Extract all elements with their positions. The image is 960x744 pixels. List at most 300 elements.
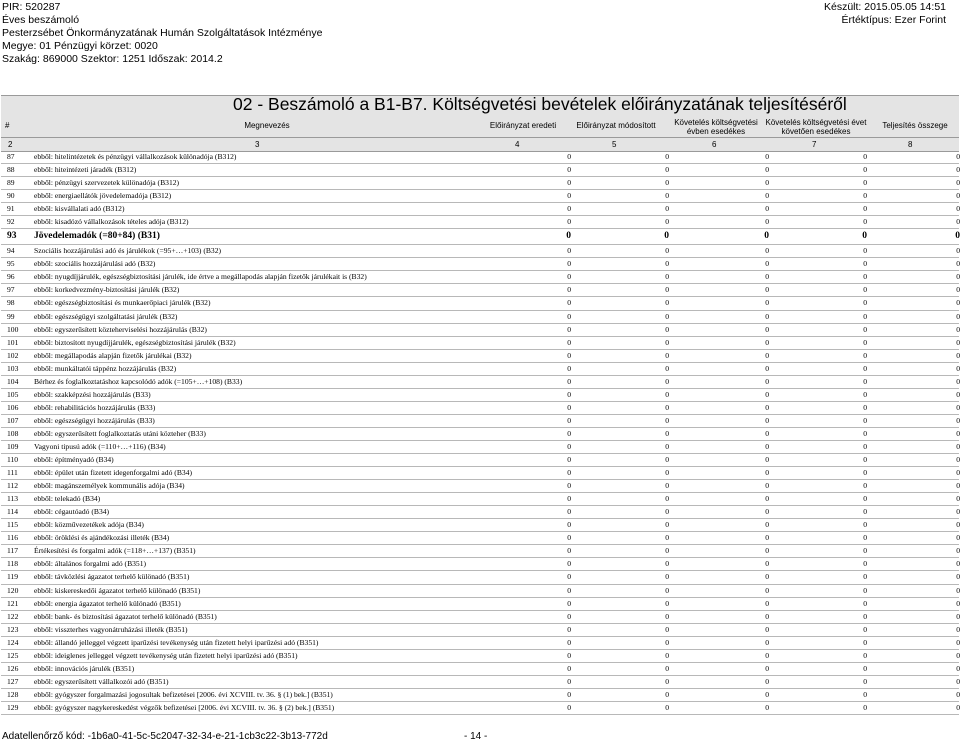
row-value: 0 (665, 585, 669, 595)
row-value: 0 (665, 415, 669, 425)
row-value: 0 (956, 520, 960, 530)
row-value: 0 (863, 572, 867, 582)
report-type: Éves beszámoló (2, 14, 80, 26)
table-row (1, 177, 959, 190)
row-value: 0 (765, 702, 769, 712)
row-value: 0 (567, 676, 571, 686)
row-value: 0 (863, 389, 867, 399)
row-value: 0 (956, 217, 960, 227)
row-value: 0 (863, 481, 867, 491)
table-row (1, 480, 959, 493)
row-value: 0 (956, 546, 960, 556)
col-receivable-year-line1: Követelés költségvetési (674, 118, 758, 127)
row-value: 0 (567, 650, 571, 660)
table-row (1, 558, 959, 571)
row-value: 0 (863, 217, 867, 227)
row-value: 0 (765, 624, 769, 634)
row-value: 0 (665, 598, 669, 608)
row-number: 88 (7, 165, 15, 175)
row-value: 0 (567, 702, 571, 712)
row-value: 0 (765, 376, 769, 386)
row-value: 0 (863, 585, 867, 595)
row-description: ebből: magánszemélyek kommunális adója (B34) (34, 481, 185, 491)
table-row (1, 271, 959, 284)
row-value: 0 (956, 441, 960, 451)
row-value: 0 (665, 624, 669, 634)
col-modified: Előirányzat módosított (576, 121, 656, 130)
row-number: 89 (7, 178, 15, 188)
row-number: 87 (7, 152, 15, 161)
row-number: 122 (7, 611, 19, 621)
row-value: 0 (765, 324, 769, 334)
row-number: 117 (7, 546, 19, 556)
row-number: 106 (7, 402, 19, 412)
row-value: 0 (665, 285, 669, 295)
row-description: ebből: hiteintézeti járadék (B312) (34, 165, 137, 175)
row-value: 0 (863, 702, 867, 712)
row-value: 0 (567, 598, 571, 608)
row-value: 0 (567, 324, 571, 334)
row-description: ebből: kisvállalati adó (B312) (34, 204, 125, 214)
table-row (1, 441, 959, 454)
row-value: 0 (956, 611, 960, 621)
row-value: 0 (956, 337, 960, 347)
row-value: 0 (765, 455, 769, 465)
row-value: 0 (567, 376, 571, 386)
row-number: 111 (7, 468, 18, 478)
row-description: ebből: szociális hozzájárulási adó (B32) (34, 259, 156, 269)
row-value: 0 (765, 585, 769, 595)
row-value: 0 (863, 546, 867, 556)
row-value: 0 (956, 559, 960, 569)
row-value: 0 (665, 559, 669, 569)
row-value: 0 (863, 598, 867, 608)
row-value: 0 (567, 204, 571, 214)
row-value: 0 (765, 402, 769, 412)
row-description: ebből: nyugdíjjárulék, egészségbiztosítási járulék, ide értve a megállapodás alapján fizetők járulékait is (B32) (34, 272, 367, 282)
row-value: 0 (956, 285, 960, 295)
row-description: ebből: közművezetékek adója (B34) (34, 520, 144, 530)
row-value: 0 (955, 231, 960, 242)
row-value: 0 (665, 311, 669, 321)
row-value: 0 (956, 324, 960, 334)
table-row (1, 350, 959, 363)
table-row (1, 467, 959, 480)
row-value: 0 (665, 481, 669, 491)
row-description: Vagyoni tipusú adók (=110+…+116) (B34) (34, 441, 166, 451)
data-table-body (1, 151, 959, 715)
table-row (1, 363, 959, 376)
row-value: 0 (863, 689, 867, 699)
row-value: 0 (665, 272, 669, 282)
row-value: 0 (956, 455, 960, 465)
row-value: 0 (863, 311, 867, 321)
row-value: 0 (956, 533, 960, 543)
row-number: 99 (7, 311, 15, 321)
row-value: 0 (863, 441, 867, 451)
row-number: 101 (7, 337, 19, 347)
table-row (1, 216, 959, 229)
row-number: 113 (7, 494, 19, 504)
row-value: 0 (863, 507, 867, 517)
row-number: 108 (7, 428, 19, 438)
row-value: 0 (567, 624, 571, 634)
row-value: 0 (765, 415, 769, 425)
row-value: 0 (863, 363, 867, 373)
row-value: 0 (665, 546, 669, 556)
colnum-5: 5 (612, 140, 617, 149)
row-value: 0 (665, 533, 669, 543)
row-value: 0 (665, 650, 669, 660)
title-band (1, 95, 959, 118)
row-number: 118 (7, 559, 19, 569)
row-value: 0 (956, 663, 960, 673)
row-description: ebből: gyógyszer forgalmazási jogosultak befizetései [2006. évi XCVIII. tv. 36. § (1) bek.] (B351) (34, 689, 333, 699)
row-value: 0 (863, 624, 867, 634)
row-value: 0 (764, 231, 769, 242)
row-value: 0 (567, 468, 571, 478)
row-value: 0 (665, 689, 669, 699)
row-value: 0 (956, 350, 960, 360)
row-description: ebből: megállapodás alapján fizetők járulékai (B32) (34, 350, 192, 360)
row-description: ebből: innovációs járulék (B351) (34, 663, 135, 673)
report-title: 02 - Beszámoló a B1-B7. Költségvetési bevételek előirányzatának teljesítéséről (233, 94, 847, 114)
row-value: 0 (765, 572, 769, 582)
row-value: 0 (567, 246, 571, 256)
row-number: 123 (7, 624, 19, 634)
table-row (1, 702, 959, 715)
row-value: 0 (765, 663, 769, 673)
row-value: 0 (665, 468, 669, 478)
row-number: 116 (7, 533, 19, 543)
row-description: ebből: hitelintézetek és pénzügyi vállalkozások különadója (B312) (34, 152, 237, 161)
row-value: 0 (765, 650, 769, 660)
row-value: 0 (665, 152, 669, 161)
row-value: 0 (567, 689, 571, 699)
row-value: 0 (665, 350, 669, 360)
row-number: 127 (7, 676, 19, 686)
row-number: 110 (7, 455, 19, 465)
row-description: ebből: öröklési és ajándékozási illeték (B34) (34, 533, 170, 543)
row-value: 0 (956, 415, 960, 425)
row-value: 0 (863, 191, 867, 201)
row-description: ebből: kisadózó vállalkozások tételes adója (B312) (34, 217, 189, 227)
row-value: 0 (765, 676, 769, 686)
row-value: 0 (567, 441, 571, 451)
row-description: ebből: egészségügyi szolgáltatási járulék (B32) (34, 311, 178, 321)
row-value: 0 (665, 389, 669, 399)
row-value: 0 (765, 272, 769, 282)
col-receivable-year-line2: évben esedékes (686, 127, 746, 136)
row-value: 0 (566, 231, 571, 242)
row-value: 0 (956, 272, 960, 282)
row-number: 94 (7, 246, 15, 256)
table-row (1, 190, 959, 203)
row-value: 0 (567, 402, 571, 412)
table-row (1, 415, 959, 428)
table-row (1, 324, 959, 337)
table-row (1, 585, 959, 598)
row-value: 0 (567, 363, 571, 373)
row-number: 96 (7, 272, 15, 282)
row-description: ebből: energiaellátók jövedelemadója (B312) (34, 191, 172, 201)
county-info: Megye: 01 Pénzügyi körzet: 0020 (2, 40, 158, 52)
row-value: 0 (765, 637, 769, 647)
row-number: 103 (7, 363, 19, 373)
row-value: 0 (956, 389, 960, 399)
row-number: 105 (7, 389, 19, 399)
row-value: 0 (863, 272, 867, 282)
col-receivable-year (671, 118, 761, 136)
table-header (1, 117, 959, 138)
row-value: 0 (665, 507, 669, 517)
row-value: 0 (665, 259, 669, 269)
row-value: 0 (665, 204, 669, 214)
row-value: 0 (956, 507, 960, 517)
row-value: 0 (863, 178, 867, 188)
row-value: 0 (863, 376, 867, 386)
row-value: 0 (665, 494, 669, 504)
colnum-3: 3 (255, 140, 260, 149)
row-value: 0 (765, 481, 769, 491)
row-value: 0 (863, 455, 867, 465)
row-value: 0 (567, 611, 571, 621)
row-value: 0 (567, 350, 571, 360)
row-value: 0 (863, 520, 867, 530)
row-value: 0 (665, 520, 669, 530)
row-value: 0 (567, 585, 571, 595)
col-receivable-next-line2: követően esedékes (781, 127, 851, 136)
row-value: 0 (765, 152, 769, 161)
table-row (1, 689, 959, 702)
row-value: 0 (567, 507, 571, 517)
row-value: 0 (765, 507, 769, 517)
col-receivable-next (763, 118, 869, 136)
table-row (1, 663, 959, 676)
row-value: 0 (567, 572, 571, 582)
row-value: 0 (567, 272, 571, 282)
row-description: Bérhez és foglalkoztatáshoz kapcsolódó adók (=105+…+108) (B33) (34, 376, 243, 386)
row-value: 0 (567, 337, 571, 347)
table-row (1, 624, 959, 637)
row-value: 0 (863, 350, 867, 360)
row-value: 0 (863, 259, 867, 269)
table-row (1, 311, 959, 324)
row-description: ebből: telekadó (B34) (34, 494, 101, 504)
row-value: 0 (863, 165, 867, 175)
row-value: 0 (665, 663, 669, 673)
row-description: ebből: állandó jelleggel végzett iparűzési tevékenység után fizetett helyi iparűzési adó (B351) (34, 637, 319, 647)
row-value: 0 (956, 572, 960, 582)
row-value: 0 (567, 637, 571, 647)
table-row (1, 611, 959, 624)
colnum-6: 6 (712, 140, 717, 149)
row-value: 0 (765, 428, 769, 438)
row-value: 0 (863, 246, 867, 256)
sector-info: Szakág: 869000 Szektor: 1251 Időszak: 2014.2 (2, 53, 223, 65)
row-number: 121 (7, 598, 19, 608)
row-value: 0 (665, 637, 669, 647)
row-value: 0 (665, 455, 669, 465)
colnum-8: 8 (908, 140, 913, 149)
row-value: 0 (956, 165, 960, 175)
row-value: 0 (863, 663, 867, 673)
col-name: Megnevezés (244, 121, 290, 130)
table-row (1, 151, 959, 164)
row-value: 0 (567, 559, 571, 569)
row-description: ebből: egészségügyi hozzájárulás (B33) (34, 415, 155, 425)
row-value: 0 (665, 165, 669, 175)
pir-number: PIR: 520287 (2, 1, 61, 13)
row-value: 0 (956, 402, 960, 412)
column-number-row (1, 138, 959, 152)
row-number: 125 (7, 650, 19, 660)
row-number: 92 (7, 217, 15, 227)
row-description: ebből: építményadó (B34) (34, 455, 114, 465)
row-value: 0 (956, 585, 960, 595)
row-value: 0 (863, 676, 867, 686)
col-original: Előirányzat eredeti (489, 121, 557, 130)
row-number: 114 (7, 507, 19, 517)
row-value: 0 (567, 389, 571, 399)
col-hash: # (5, 121, 10, 130)
row-value: 0 (956, 204, 960, 214)
table-row (1, 229, 959, 245)
value-type: Értéktípus: Ezer Forint (841, 14, 946, 26)
row-value: 0 (765, 350, 769, 360)
row-value: 0 (863, 494, 867, 504)
row-value: 0 (665, 217, 669, 227)
row-number: 102 (7, 350, 19, 360)
institution-name: Pesterzsébet Önkormányzatának Humán Szolgáltatások Intézménye (2, 27, 323, 39)
row-description: ebből: általános forgalmi adó (B351) (34, 559, 147, 569)
row-number: 129 (7, 702, 19, 712)
row-value: 0 (765, 441, 769, 451)
row-description: ebből: ideiglenes jelleggel végzett tevékenység után fizetett helyi iparűzési adó (B351) (34, 650, 298, 660)
table-row (1, 203, 959, 216)
row-number: 90 (7, 191, 15, 201)
row-value: 0 (567, 152, 571, 161)
row-description: ebből: cégautóadó (B34) (34, 507, 110, 517)
row-value: 0 (862, 231, 867, 242)
row-value: 0 (956, 689, 960, 699)
row-value: 0 (665, 337, 669, 347)
table-row (1, 598, 959, 611)
row-value: 0 (567, 546, 571, 556)
row-value: 0 (956, 376, 960, 386)
row-description: ebből: egészségbiztosítási és munkaerőpiaci járulék (B32) (34, 298, 211, 308)
row-value: 0 (765, 689, 769, 699)
row-value: 0 (567, 259, 571, 269)
row-value: 0 (956, 624, 960, 634)
row-number: 119 (7, 572, 19, 582)
row-value: 0 (567, 663, 571, 673)
table-row (1, 545, 959, 558)
table-row (1, 376, 959, 389)
row-description: ebből: bank- és biztosítási ágazatot terhelő különadó (B351) (34, 611, 217, 621)
row-description: ebből: gyógyszer nagykereskedést végzők befizetései [2006. évi XCVIII. tv. 36. § (2) bek.] (B351) (34, 702, 335, 712)
row-value: 0 (567, 455, 571, 465)
table-row (1, 571, 959, 584)
row-value: 0 (567, 494, 571, 504)
row-value: 0 (665, 178, 669, 188)
row-number: 115 (7, 520, 19, 530)
row-description: ebből: egyszerűsített vállalkozói adó (B351) (34, 676, 169, 686)
page-number: - 14 - (464, 731, 488, 742)
row-value: 0 (765, 311, 769, 321)
row-description: Értékesítési és forgalmi adók (=118+…+137) (B351) (34, 546, 196, 556)
row-value: 0 (765, 546, 769, 556)
row-number: 100 (7, 324, 19, 334)
table-row (1, 428, 959, 441)
row-number: 124 (7, 637, 19, 647)
row-description: ebből: egyszerűsített foglalkoztatás utáni közteher (B33) (34, 428, 206, 438)
row-value: 0 (765, 204, 769, 214)
row-value: 0 (863, 415, 867, 425)
row-value: 0 (956, 152, 960, 161)
row-value: 0 (567, 311, 571, 321)
row-value: 0 (665, 363, 669, 373)
row-description: Jövedelemadók (=80+84) (B31) (34, 231, 160, 242)
row-value: 0 (863, 637, 867, 647)
row-value: 0 (765, 217, 769, 227)
row-number: 120 (7, 585, 19, 595)
row-value: 0 (863, 559, 867, 569)
row-value: 0 (863, 337, 867, 347)
row-value: 0 (863, 204, 867, 214)
row-value: 0 (567, 415, 571, 425)
row-value: 0 (956, 298, 960, 308)
row-value: 0 (765, 468, 769, 478)
row-value: 0 (665, 402, 669, 412)
row-value: 0 (765, 520, 769, 530)
row-description: ebből: egyszerűsített közteherviselési hozzájárulás (B32) (34, 324, 207, 334)
row-value: 0 (956, 259, 960, 269)
row-value: 0 (765, 494, 769, 504)
row-description: ebből: energia ágazatot terhelő különadó (B351) (34, 598, 181, 608)
table-row (1, 245, 959, 258)
report-header-right (824, 1, 946, 27)
row-value: 0 (956, 191, 960, 201)
row-value: 0 (665, 611, 669, 621)
row-value: 0 (863, 298, 867, 308)
colnum-4: 4 (515, 140, 520, 149)
row-description: ebből: munkáltatói táppénz hozzájárulás (B32) (34, 363, 177, 373)
row-value: 0 (765, 285, 769, 295)
row-value: 0 (956, 311, 960, 321)
table-row (1, 519, 959, 532)
row-number: 104 (7, 376, 19, 386)
row-value: 0 (665, 676, 669, 686)
row-value: 0 (567, 428, 571, 438)
row-value: 0 (765, 533, 769, 543)
row-value: 0 (765, 191, 769, 201)
row-value: 0 (567, 481, 571, 491)
row-value: 0 (863, 402, 867, 412)
table-row (1, 637, 959, 650)
table-row (1, 284, 959, 297)
row-value: 0 (765, 259, 769, 269)
row-description: ebből: pénzügyi szervezetek különadója (B312) (34, 178, 180, 188)
row-value: 0 (665, 376, 669, 386)
col-receivable-next-line1: Követelés költségvetési évet (765, 118, 867, 127)
row-value: 0 (956, 702, 960, 712)
row-value: 0 (765, 165, 769, 175)
row-value: 0 (956, 178, 960, 188)
row-value: 0 (665, 428, 669, 438)
data-check-code: Adatellenőrző kód: -1b6a0-41-5c-5c2047-32-34-e-21-1cb3c22-3b13-772d (2, 731, 328, 742)
row-description: ebből: biztosított nyugdíjjárulék, egészségbiztosítási járulék (B32) (34, 337, 236, 347)
